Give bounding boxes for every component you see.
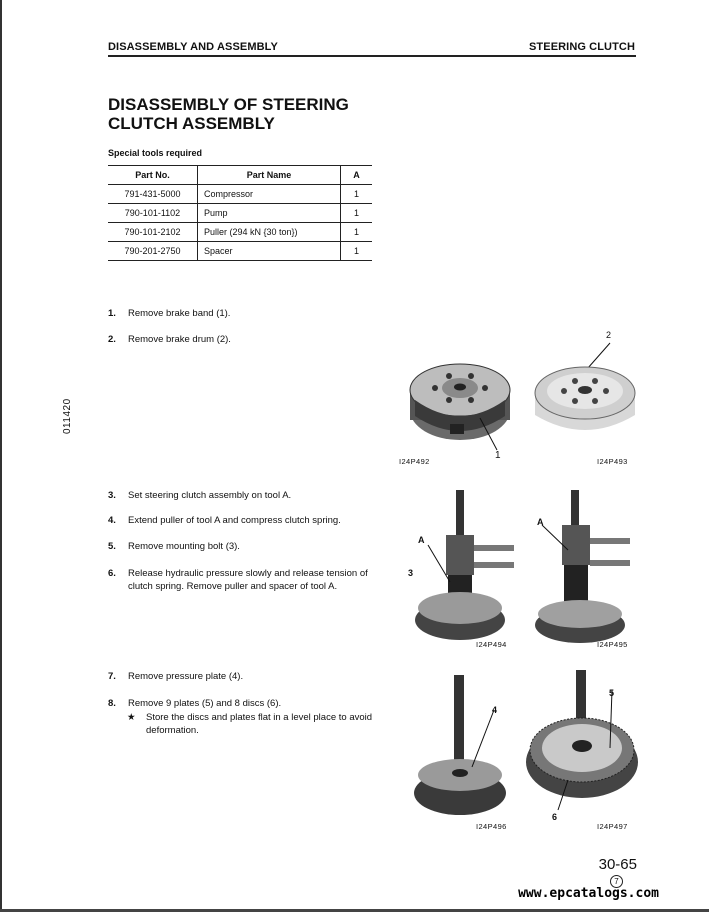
header-rule	[108, 55, 636, 57]
photo-puller-extended	[530, 490, 640, 650]
step-text: Release hydraulic pressure slowly and release tension of clutch spring. Remove puller and spacer of tool A.	[128, 568, 368, 592]
figure-caption: I24P493	[597, 457, 628, 466]
qty-cell: 1	[341, 223, 373, 242]
step-number: 4.	[108, 515, 116, 526]
part-no-cell: 791-431-5000	[108, 185, 198, 204]
figure-caption: I24P497	[597, 822, 628, 831]
page-title: DISASSEMBLY OF STEERING CLUTCH ASSEMBLY	[108, 95, 349, 133]
scan-edge-left	[0, 0, 2, 912]
callout-label: A	[537, 517, 544, 527]
page-number: 30-65	[598, 856, 637, 873]
header-chapter-title: STEERING CLUTCH	[529, 41, 635, 53]
step-text: Remove brake drum (2).	[128, 334, 231, 345]
column-header: Part No.	[108, 166, 198, 185]
part-name-cell: Spacer	[198, 242, 341, 261]
photo-brake-band	[405, 350, 515, 460]
special-tools-table	[108, 165, 372, 261]
step-text: Set steering clutch assembly on tool A.	[128, 490, 292, 501]
step-number: 6.	[108, 568, 116, 579]
callout-label: 1	[495, 450, 501, 461]
callout-label: 6	[552, 812, 558, 822]
step-text: Remove brake band (1).	[128, 308, 231, 319]
column-header: A	[341, 166, 373, 185]
column-header: Part Name	[198, 166, 341, 185]
photo-tool-set	[410, 490, 520, 650]
figure-caption: I24P492	[399, 457, 430, 466]
photo-brake-drum	[530, 335, 640, 445]
step-text: Remove mounting bolt (3).	[128, 541, 240, 552]
table-row	[108, 223, 372, 242]
photo-plates-discs	[520, 670, 640, 820]
step-text: Remove pressure plate (4).	[128, 671, 244, 682]
step-number: 1.	[108, 308, 116, 319]
callout-label: 3	[408, 568, 414, 578]
part-no-cell: 790-101-2102	[108, 223, 198, 242]
callout-label: 4	[492, 705, 498, 715]
step-number: 5.	[108, 541, 116, 552]
part-no-cell: 790-201-2750	[108, 242, 198, 261]
figure-caption: I24P495	[597, 640, 628, 649]
tools-heading: Special tools required	[108, 148, 203, 158]
table-row	[108, 204, 372, 223]
step-number: 7.	[108, 671, 116, 682]
table-row	[108, 185, 372, 204]
callout-label: 2	[606, 330, 612, 340]
part-name-cell: Compressor	[198, 185, 341, 204]
figure-caption: I24P496	[476, 822, 507, 831]
part-no-cell: 790-101-1102	[108, 204, 198, 223]
note-text: Store the discs and plates flat in a level place to avoid deformation.	[146, 712, 373, 736]
revision-mark: 7	[610, 875, 623, 888]
photo-pressure-plate	[410, 675, 520, 825]
callout-label: 5	[609, 688, 615, 698]
qty-cell: 1	[341, 204, 373, 223]
step-number: 2.	[108, 334, 116, 345]
side-code: 011420	[62, 398, 73, 434]
step-text: Remove 9 plates (5) and 8 discs (6).	[128, 698, 282, 709]
part-name-cell: Pump	[198, 204, 341, 223]
step-number: 8.	[108, 698, 116, 709]
table-row	[108, 242, 372, 261]
star-icon: ★	[127, 712, 136, 723]
step-text: Extend puller of tool A and compress clutch spring.	[128, 515, 341, 526]
qty-cell: 1	[341, 185, 373, 204]
qty-cell: 1	[341, 242, 373, 261]
watermark: www.epcatalogs.com	[518, 886, 659, 901]
part-name-cell: Puller (294 kN {30 ton})	[198, 223, 341, 242]
figure-caption: I24P494	[476, 640, 507, 649]
table-header-row	[108, 166, 372, 185]
step-number: 3.	[108, 490, 116, 501]
header-section-title: DISASSEMBLY AND ASSEMBLY	[108, 41, 278, 53]
callout-label: A	[418, 535, 425, 545]
